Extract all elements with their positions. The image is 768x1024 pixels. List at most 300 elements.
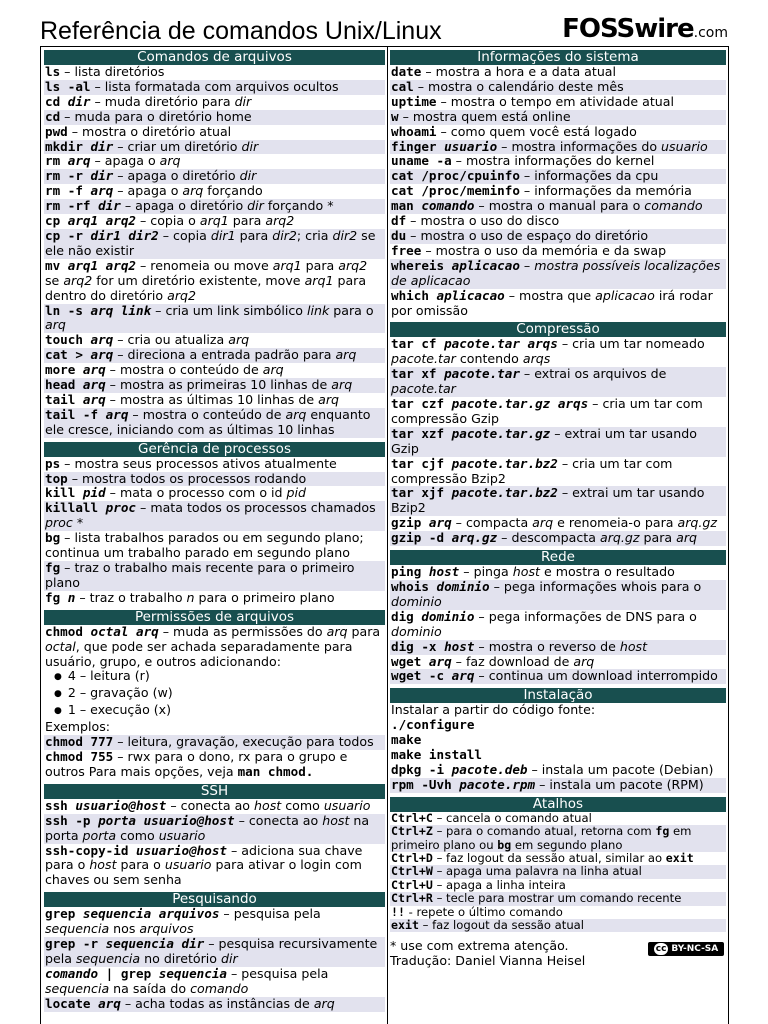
description-text: se ele não existir [45, 227, 376, 258]
command-text: ssh [45, 797, 76, 813]
section-heading: Permissões de arquivos [44, 610, 385, 625]
argument-text: arq2 [265, 213, 295, 229]
command-text: bg [497, 837, 512, 852]
command-entry [390, 427, 726, 457]
description-text: – mostra quem está online [398, 108, 571, 124]
command-entry [44, 169, 385, 184]
argument-text: arquivos [139, 921, 194, 937]
command-argument: arq [82, 377, 106, 393]
section-heading: SSH [44, 784, 385, 799]
command-argument: dir1 dir2 [90, 227, 159, 243]
command-entry [390, 610, 726, 640]
command-entry [44, 229, 385, 259]
description-text: se [45, 272, 64, 288]
command-text: rpm -Uvh [391, 776, 460, 792]
command-argument: arq [428, 653, 452, 669]
description-text: – mostra o manual para o [474, 198, 645, 214]
command-argument: arq [428, 515, 452, 531]
description-text: * [72, 515, 84, 531]
command-text: tar cf [391, 336, 445, 352]
command-text: whereis [391, 257, 452, 273]
description-text: – traz o trabalho [75, 589, 187, 605]
command-argument: host [428, 564, 460, 580]
description-text: – mostra as últimas 10 linhas de [105, 391, 319, 407]
command-text: kill [45, 485, 83, 501]
description-text: – apaga o [113, 183, 183, 199]
command-text: tar xzf [391, 425, 452, 441]
command-entry [44, 625, 385, 670]
argument-text: dir2 [272, 227, 297, 243]
description-text: – cria ou atualiza [113, 332, 229, 348]
bullet-item [44, 686, 385, 703]
reference-sheet [40, 46, 729, 1024]
section-heading: Rede [390, 550, 726, 565]
argument-text: sequencia [75, 950, 141, 966]
right-column [390, 50, 726, 968]
argument-text: dir2 [332, 227, 358, 243]
description-text: – cancela o comando atual [432, 810, 592, 825]
argument-text: usuario [164, 857, 212, 873]
description-text: – extrai os arquivos de [519, 366, 667, 382]
command-text: ps [45, 455, 61, 471]
description-text: 4 – leitura (r) [67, 668, 150, 684]
argument-text: link [306, 302, 330, 318]
command-argument: arq [82, 362, 106, 378]
command-text: Ctrl+W [391, 864, 433, 879]
description-text: – mostra o diretório atual [67, 123, 232, 139]
command-entry [390, 580, 726, 610]
command-entry [390, 640, 726, 655]
description-text: – descompacta [497, 530, 600, 546]
command-text: Ctrl+D [391, 851, 433, 865]
argument-text: comando [190, 980, 249, 996]
argument-text: host [512, 564, 540, 580]
command-entry [44, 814, 385, 844]
command-argument: arq1 arq2 [67, 213, 136, 229]
command-entry [44, 154, 385, 169]
description-text: – apaga o [90, 153, 160, 169]
command-entry [390, 125, 726, 140]
command-text: cal [391, 78, 414, 94]
command-entry [44, 907, 385, 937]
description-text: – acha todas as instâncias de [120, 995, 314, 1011]
description-text: – renomeia ou move [136, 257, 273, 273]
description-text: – rwx para o dono, rx para o grupo e outros [45, 748, 348, 779]
command-text: Ctrl+C [391, 810, 433, 825]
command-text: chmod 777 [45, 734, 114, 750]
command-entry [44, 844, 385, 889]
command-argument: usuario@host [75, 797, 167, 813]
command-entry [44, 967, 385, 997]
command-text: date [391, 64, 422, 79]
left-column [44, 50, 385, 1016]
command-argument: arq [451, 668, 475, 684]
command-argument: arq [67, 153, 91, 169]
command-argument: sequencia [158, 965, 227, 981]
description-text: – pinga [459, 564, 513, 580]
argument-text: usuario [661, 138, 708, 154]
command-text: gzip [391, 515, 429, 531]
footnote [390, 938, 726, 968]
command-text: which [391, 287, 437, 303]
command-text: locate [45, 995, 99, 1011]
command-entry [390, 565, 726, 580]
section-informacoes-do-sistema [390, 50, 726, 318]
argument-text: pid [286, 485, 307, 501]
command-text: touch [45, 332, 91, 348]
command-text: mv [45, 257, 68, 273]
command-argument: arq [82, 391, 106, 407]
command-text: cat /proc/cpuinfo [391, 168, 520, 184]
command-argument: sequencia arquivos [82, 906, 220, 922]
command-text: tar xjf [391, 485, 452, 501]
section-heading: Pesquisando [44, 892, 385, 907]
argument-text: arq1 [272, 257, 302, 273]
description-text: em primeiro plano ou [391, 824, 692, 852]
command-entry [44, 457, 385, 472]
logo-main: FOSSwire [562, 14, 694, 44]
command-text: tail [45, 391, 83, 407]
command-text: grep [45, 906, 83, 922]
command-text: dig -x [391, 638, 445, 654]
description-text: enquanto ele cresce, iniciando com as últimas 10 linhas [45, 406, 371, 437]
command-entry [44, 125, 385, 140]
command-text: chmod [45, 623, 91, 639]
argument-text: usuario [323, 797, 371, 813]
argument-text: dir [247, 198, 264, 214]
description-text: – pega informações whois para o [489, 579, 702, 594]
description-text: – como quem você está logado [436, 123, 637, 139]
argument-text: arq [532, 515, 554, 531]
command-text: tar xf [391, 366, 445, 382]
command-entry [390, 154, 726, 169]
command-text: ssh-copy-id [45, 842, 136, 858]
description-text: – mostra o conteúdo de [128, 406, 286, 422]
logo-suffix: .com [693, 25, 728, 41]
command-entry [390, 259, 726, 289]
section-permissoes-de-arquivos [44, 610, 385, 780]
command-text: finger [391, 138, 445, 154]
command-text: rm -rf [45, 198, 99, 214]
description-text: – lista trabalhos parados ou em segundo plano; continua um trabalho parado em segundo plano [45, 530, 364, 561]
command-entry [390, 184, 726, 199]
command-entry [44, 408, 385, 438]
description-text: – faz logout da sessão atual, similar ao [432, 851, 666, 865]
argument-text: arq [676, 530, 697, 546]
argument-text: arq [318, 391, 340, 407]
command-entry [390, 703, 726, 718]
description-text: para [347, 623, 381, 639]
description-text: – pesquisa recursivamente pela [45, 936, 378, 966]
command-entry [44, 561, 385, 591]
description-text: – cria um tar com compressão Bzip2 [391, 455, 673, 486]
command-entry [390, 229, 726, 244]
description-text: – cria um tar nomeado [557, 336, 705, 352]
description-text: ; cria [296, 227, 333, 243]
command-argument: sequencia dir [105, 936, 205, 952]
command-argument: proc [105, 500, 137, 516]
description-text: – criar um diretório [113, 138, 242, 154]
argument-text: arq2 [63, 272, 93, 288]
section-rede [390, 550, 726, 684]
command-entry [390, 655, 726, 670]
argument-text: pacote.tar [391, 351, 456, 367]
argument-text: – mostra possíveis localizações de aplicacao [391, 257, 721, 288]
argument-text: arq.gz [599, 530, 640, 546]
description-text: – mostra que [504, 287, 596, 303]
command-entry [44, 184, 385, 199]
command-argument: arq [90, 347, 114, 363]
description-text: , que pode ser achada separadamente para usuário, grupo, e outros adicionando: [45, 638, 353, 669]
command-argument: comando [421, 198, 475, 214]
command-argument: arq [90, 183, 114, 199]
section-heading: Compressão [390, 322, 726, 337]
argument-text: pacote.tar [391, 381, 456, 397]
command-text: cd [45, 108, 61, 124]
description-text: para dentro do diretório [45, 272, 367, 303]
argument-text: proc [45, 515, 73, 531]
description-text: nos [109, 921, 140, 937]
description-text: – direciona a entrada padrão para [113, 347, 336, 363]
command-entry [390, 516, 726, 531]
command-entry [44, 304, 385, 334]
argument-text: dir1 [210, 227, 236, 243]
command-entry [390, 879, 726, 892]
description-text: para o primeiro plano [194, 589, 335, 605]
command-entry [390, 397, 726, 427]
command-entry [390, 199, 726, 214]
description-text: – mostra o calendário deste mês [413, 78, 624, 94]
command-text: fg [45, 589, 68, 605]
command-entry [44, 799, 385, 814]
description-text: Para mais opções, veja [84, 763, 238, 779]
page-header [40, 14, 728, 48]
command-argument: dir [67, 93, 91, 109]
command-text: tail -f [45, 406, 106, 422]
description-text: – informações da memória [519, 183, 692, 199]
command-text: make [391, 732, 422, 748]
command-text: ls -al [45, 78, 91, 94]
command-text: fg [655, 824, 670, 839]
description-text: – tecle para mostrar um comando recente [432, 891, 682, 906]
argument-text: n [186, 589, 195, 605]
command-entry [44, 140, 385, 155]
argument-text: arq2 [338, 257, 368, 273]
argument-text: sequencia [45, 980, 110, 996]
command-entry [390, 244, 726, 259]
argument-text: arq [159, 153, 181, 169]
command-entry [390, 852, 726, 865]
argument-text: dir [239, 168, 257, 184]
description-text: para [228, 213, 266, 229]
argument-text: dominio [391, 623, 442, 639]
command-argument: aplicacao [451, 257, 520, 273]
command-argument: pacote.rpm [459, 776, 536, 792]
argument-text: dir [221, 950, 238, 966]
description-text: – mostra informações do [497, 138, 662, 154]
argument-text: arq [262, 362, 284, 378]
argument-text: arq [326, 623, 348, 639]
description-text: – instala um pacote (RPM) [535, 776, 704, 792]
page-title: Referência de comandos Unix/Linux [40, 17, 442, 45]
argument-text: sequencia [45, 921, 110, 937]
argument-text: arq [182, 183, 204, 199]
command-argument: pacote.deb [451, 761, 528, 777]
command-entry [390, 906, 726, 919]
argument-text: arq [285, 406, 307, 422]
command-argument: aplicacao [436, 287, 505, 303]
description-text: para [235, 227, 273, 243]
command-text: !! [391, 904, 405, 919]
command-argument: porta usuario@host [98, 812, 235, 828]
command-entry [390, 763, 726, 778]
argument-text: arq [335, 347, 357, 363]
command-entry [390, 919, 726, 932]
command-argument: pacote.tar arqs [444, 336, 558, 352]
cc-license-badge [648, 942, 724, 956]
command-entry [390, 865, 726, 878]
description-text: 2 – gravação (w) [67, 685, 173, 701]
fosswire-logo [562, 14, 728, 44]
description-text: for um diretório existente, move [92, 272, 305, 288]
command-argument: comando [45, 965, 99, 981]
command-text: tar cjf [391, 455, 452, 471]
command-argument: dominio [436, 579, 490, 594]
command-text: whoami [391, 123, 437, 139]
argument-text: host [619, 638, 648, 654]
description-text: – apaga a linha inteira [432, 877, 566, 892]
argument-text: arq [573, 653, 595, 669]
description-text: – mostra o reverso de [474, 638, 620, 654]
argument-text: arqs [522, 351, 551, 367]
description-text: – leitura, gravação, execução para todos [113, 734, 374, 750]
argument-text: host [254, 797, 282, 813]
section-heading: Comandos de arquivos [44, 50, 385, 65]
command-entry [390, 669, 726, 684]
description-text: Instalar a partir do código fonte: [391, 702, 596, 718]
command-argument: arq.gz [451, 530, 498, 546]
command-entry [44, 720, 385, 735]
description-text: como [281, 797, 324, 813]
command-text: Ctrl+R [391, 891, 433, 906]
description-text: – informações da cpu [519, 168, 659, 184]
command-entry [44, 472, 385, 487]
command-entry [44, 259, 385, 304]
command-text: head [45, 377, 83, 393]
command-text: | grep [98, 965, 159, 981]
description-text: contendo [455, 351, 523, 367]
argument-text: host [89, 857, 117, 873]
description-text: – conecta ao [166, 797, 255, 813]
command-argument: arq link [90, 302, 152, 318]
command-text: tar czf [391, 396, 452, 412]
section-atalhos [390, 797, 726, 933]
command-text: cat > [45, 347, 91, 363]
command-text: df [391, 213, 407, 229]
argument-text: dir [241, 138, 259, 154]
section-heading: Atalhos [390, 797, 726, 812]
description-text: – lista formatada com arquivos ocultos [90, 78, 339, 94]
description-text: – mata todos os processos chamados [136, 500, 376, 516]
command-entry [390, 812, 726, 825]
command-text: whois [391, 579, 437, 594]
description-text: para o [329, 302, 374, 318]
argument-text: host [322, 812, 350, 828]
command-entry [44, 199, 385, 214]
command-entry [44, 80, 385, 95]
description-text: – continua um download interrompido [474, 668, 718, 684]
command-text: ls [45, 64, 61, 79]
argument-text: arq1 [199, 213, 229, 229]
command-entry [390, 718, 726, 733]
description-text: – mostra o uso de espaço do diretório [406, 227, 649, 243]
description-text: – mostra o conteúdo de [105, 362, 263, 378]
description-text: – instala um pacote (Debian) [527, 761, 714, 777]
command-entry [390, 169, 726, 184]
section-pesquisando [44, 892, 385, 1011]
bullet-item [44, 669, 385, 686]
argument-text: dominio [391, 593, 442, 609]
command-text: rm [45, 153, 68, 169]
command-text: mkdir [45, 138, 91, 154]
description-text: na porta [45, 812, 370, 843]
command-argument: arq [98, 995, 121, 1011]
command-argument: pacote.tar [444, 366, 520, 382]
section-compressao [390, 322, 726, 546]
description-text: – copia o [136, 213, 200, 229]
command-text: man [391, 198, 422, 214]
description-text: – faz logout da sessão atual [418, 918, 585, 933]
command-entry [390, 65, 726, 80]
command-entry [44, 501, 385, 531]
footnote-note: * use com extrema atenção. [390, 938, 569, 954]
section-heading: Instalação [390, 688, 726, 703]
section-heading: Informações do sistema [390, 50, 726, 65]
command-argument: octal arq [90, 623, 159, 639]
command-argument: dominio [421, 608, 475, 624]
command-text: free [391, 242, 422, 258]
command-entry [44, 378, 385, 393]
command-entry [44, 591, 385, 606]
command-text: ln -s [45, 302, 91, 318]
section-comandos-de-arquivos [44, 50, 385, 438]
command-entry [390, 825, 726, 852]
description-text: – mostra o uso do disco [406, 213, 560, 229]
description-text: – pega informações de DNS para o [474, 608, 697, 624]
description-text: – conecta ao [234, 812, 323, 828]
command-entry [390, 140, 726, 155]
command-text: uname -a [391, 153, 452, 169]
command-text: man chmod. [237, 763, 314, 779]
command-text: killall [45, 500, 106, 516]
description-text: – apaga o diretório [113, 168, 240, 184]
command-text: Ctrl+U [391, 877, 433, 892]
command-entry [390, 80, 726, 95]
command-text: fg [45, 560, 61, 575]
description-text: – mostra o tempo em atividade atual [436, 93, 674, 109]
command-entry [390, 778, 726, 793]
description-text: e renomeia-o para [553, 515, 678, 531]
cc-icon: cc [655, 944, 667, 955]
command-entry [390, 531, 726, 546]
command-entry [44, 214, 385, 229]
description-text: – extrai um tar usando Gzip [391, 425, 697, 456]
description-text: – mostra o uso da memória e da swap [421, 242, 667, 258]
command-text: ping [391, 564, 429, 580]
command-entry [390, 486, 726, 516]
description-text: – mostra seus processos ativos atualmente [60, 455, 337, 471]
command-entry [44, 750, 385, 780]
